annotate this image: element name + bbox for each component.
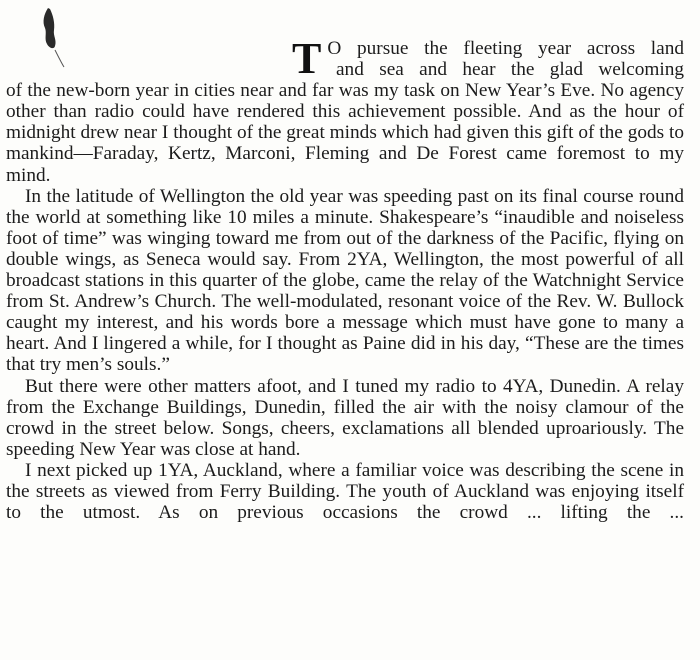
article-body [6,34,684,524]
paragraph-2: In the latitude of Wellington the old year was speeding past on its final course round the world at something like 10 miles a minute. Shakespeare’s “inaudible and noiseless foot of time” was winging toward me from out of the darkness of the Pacific, flying on double wings, as Seneca would say. From 2YA, Wellington, the most powerful of all broadcast stations in this quarter of the globe, came the relay of the Watchnight Service from St. Andrew’s Church. The well-modulated, resonant voice of the Rev. W. Bullock caught my interest, and his words bore a message which must have gone to many a heart. And I lingered a while, for I thought as Paine did in his day, “These are the times that try men’s souls.” [6,185,684,376]
paragraph-4: I next picked up 1YA, Auckland, where a familiar voice was describing the scene in the streets as viewed from Ferry Building. The youth of Auckland was enjoying itself to the utmost. As on previous occasions the crowd ... lifting the ... [6,459,684,524]
paragraph-1-continued: of the new-born year in cities near and far was my task on New Year’s Eve. No agency other than radio could have rendered this achievement possible. And as the hour of midnight drew near I thought of the great minds which had given this gift of the gods to mankind—Faraday, Kertz, Marconi, Fleming and De Forest came foremost to my mind. [6,80,684,186]
paragraph-3: But there were other matters afoot, and I tuned my radio to 4YA, Dunedin. A relay from the Exchange Buildings, Dunedin, filled the air with the noisy clamour of the crowd in the street below. Songs, cheers, exclamations all blended uproariously. The speeding New Year was close at hand. [6,375,684,460]
drop-cap: T [292,34,322,83]
lead-text-1: O pursue the fleeting year across land [327,38,684,59]
lead-line-2: and sea and hear the glad welcoming [336,59,684,81]
paragraph-1 [6,34,684,83]
